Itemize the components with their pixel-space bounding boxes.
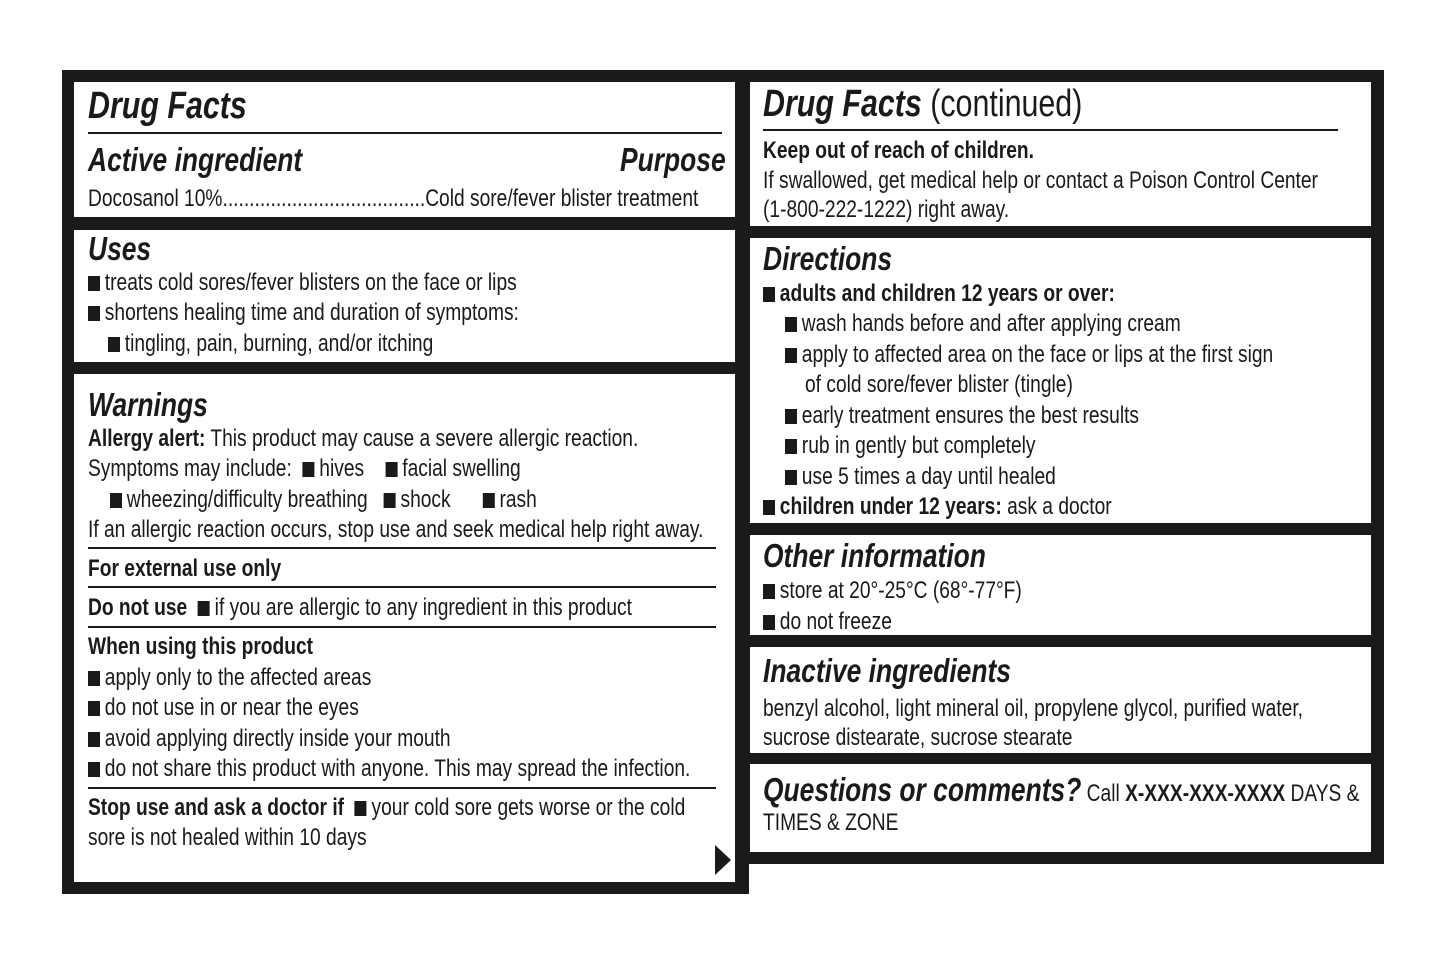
square-bullet-icon [355, 801, 367, 816]
other-info-box [750, 535, 1371, 635]
inactive-ingredients-box [750, 647, 1371, 753]
allergy-alert-line: Allergy alert: This product may cause a severe allergic reaction. [88, 425, 639, 452]
keep-out-line: (1-800-222-1222) right away. [763, 196, 1010, 223]
stop-use-cont-line: sore is not healed within 10 days [88, 824, 367, 851]
uses-heading: Uses [88, 230, 152, 267]
warnings-box [74, 374, 735, 882]
square-bullet-icon [785, 348, 797, 363]
do-not-use-line: Do not use if you are allergic to any ingredient in this product [88, 594, 632, 621]
other-info-item: do not freeze [763, 608, 924, 635]
drug-facts-left-panel [62, 70, 749, 894]
warnings-rule [88, 626, 716, 628]
warnings-rule [88, 547, 716, 549]
square-bullet-icon [763, 615, 775, 630]
directions-item: apply to affected area on the face or lips at the first sign [785, 341, 1371, 369]
square-bullet-icon [198, 601, 210, 616]
square-bullet-icon [763, 287, 775, 302]
square-bullet-icon [763, 584, 775, 599]
square-bullet-icon [385, 462, 397, 477]
directions-item: early treatment ensures the best results [785, 402, 1228, 430]
warnings-heading: Warnings [88, 386, 208, 423]
uses-subitem: tingling, pain, burning, and/or itching [108, 330, 515, 358]
when-using-heading: When using this product [88, 633, 314, 660]
square-bullet-icon [88, 732, 100, 747]
when-using-item: do not use in or near the eyes [88, 694, 427, 722]
keep-out-line: If swallowed, get medical help or contact a Poison Control Center [763, 167, 1318, 194]
keep-out-box [750, 82, 1371, 226]
directions-item: use 5 times a day until healed [785, 463, 1124, 491]
purpose-heading: Purpose [620, 141, 726, 178]
when-using-item: do not share this product with anyone. This may spread the infection. [88, 755, 735, 783]
square-bullet-icon [785, 409, 797, 424]
square-bullet-icon [483, 493, 495, 508]
symptoms-line: Symptoms may include: hives facial swelling [88, 455, 521, 482]
child-directions-line: children under 12 years: ask a doctor [763, 493, 1199, 521]
square-bullet-icon [302, 462, 314, 477]
square-bullet-icon [88, 671, 100, 686]
square-bullet-icon [785, 439, 797, 454]
square-bullet-icon [108, 337, 120, 352]
square-bullet-icon [88, 762, 100, 777]
drug-facts-right-panel [738, 70, 1384, 864]
continue-arrow-icon [715, 845, 731, 875]
warnings-rule [88, 586, 716, 588]
active-ingredient-heading: Active ingredient [88, 141, 303, 178]
inactive-ingredients-heading: Inactive ingredients [763, 652, 1011, 689]
inactive-ingredients-line: sucrose distearate, sucrose stearate [763, 724, 1073, 751]
uses-item: treats cold sores/fever blisters on the face or lips [88, 269, 624, 297]
square-bullet-icon [785, 317, 797, 332]
directions-box [750, 238, 1371, 523]
questions-box [750, 764, 1371, 852]
when-using-item: apply only to the affected areas [88, 664, 442, 692]
symptoms-line: wheezing/difficulty breathing shock rash [110, 486, 644, 514]
active-ingredient-line: Docosanol 10%......................................Cold sore/fever blister treatment [88, 185, 699, 212]
square-bullet-icon [88, 306, 100, 321]
drug-facts-title: Drug Facts [88, 85, 247, 127]
drug-facts-continued-title: Drug Facts (continued) [763, 83, 1083, 125]
directions-item: wash hands before and after applying cream [785, 310, 1280, 338]
other-info-heading: Other information [763, 537, 986, 574]
questions-line: Questions or comments? Call X-XXX-XXX-XXXX DAYS & [763, 771, 1360, 808]
directions-item: rub in gently but completely [785, 432, 1098, 460]
square-bullet-icon [88, 276, 100, 291]
square-bullet-icon [110, 493, 122, 508]
square-bullet-icon [785, 470, 797, 485]
warnings-rule [88, 787, 716, 789]
adult-directions-label: adults and children 12 years or over: [763, 280, 1203, 308]
title-rule [763, 129, 1338, 131]
square-bullet-icon [384, 493, 396, 508]
questions-hours-cont: TIMES & ZONE [763, 809, 899, 836]
stop-use-line: Stop use and ask a doctor if your cold sore gets worse or the cold [88, 794, 686, 821]
square-bullet-icon [763, 500, 775, 515]
uses-box [74, 230, 735, 362]
square-bullet-icon [88, 701, 100, 716]
uses-item: shortens healing time and duration of symptoms: [88, 299, 627, 327]
when-using-item: avoid applying directly inside your mouth [88, 725, 541, 753]
other-info-item: store at 20°-25°C (68°-77°F) [763, 577, 1087, 605]
title-rule [88, 132, 722, 134]
keep-out-heading: Keep out of reach of children. [763, 137, 1034, 164]
inactive-ingredients-line: benzyl alcohol, light mineral oil, propylene glycol, purified water, [763, 695, 1304, 722]
allergy-action-line: If an allergic reaction occurs, stop use and seek medical help right away. [88, 516, 704, 543]
directions-item-cont: of cold sore/fever blister (tingle) [805, 371, 1073, 398]
external-use-line: For external use only [88, 555, 282, 582]
active-ingredient-box [74, 82, 735, 217]
directions-heading: Directions [763, 240, 893, 277]
